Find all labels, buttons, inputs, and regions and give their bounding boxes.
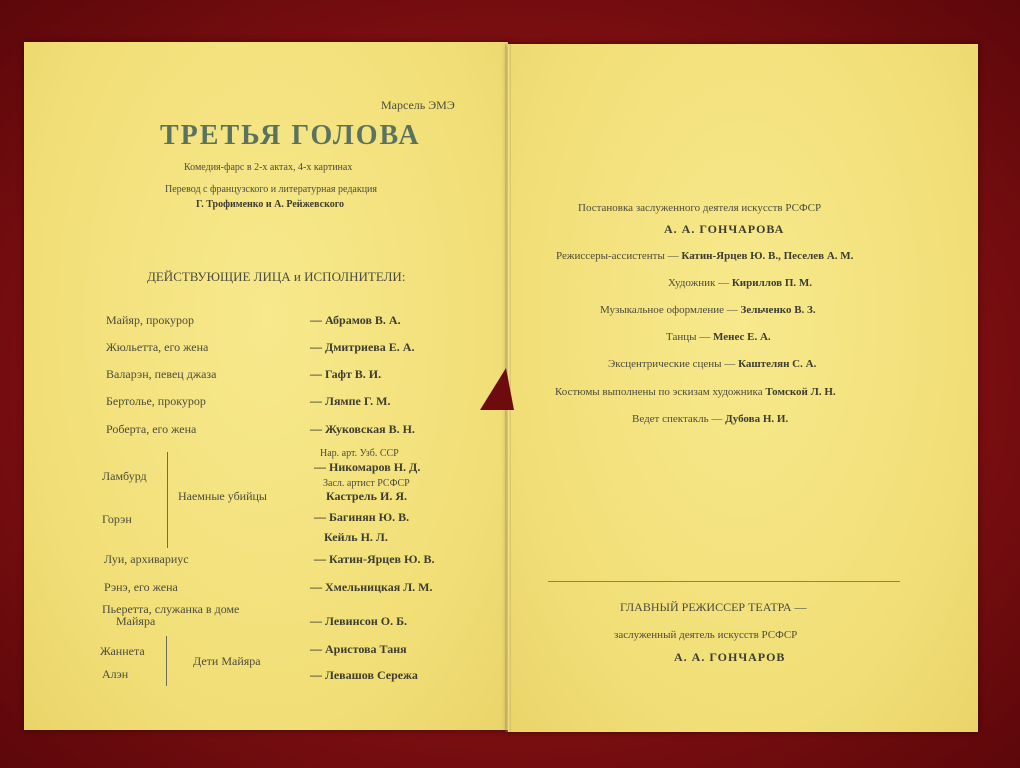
credit-line <box>608 358 816 370</box>
cast-actor: — Катин-Ярцев Ю. В. <box>314 552 435 566</box>
credit-name: Каштелян С. А. <box>738 358 817 370</box>
credit-label: Художник — <box>668 277 730 289</box>
kids-group-label: Дети Майяра <box>193 654 261 668</box>
translators: Г. Трофименко и А. Рейжевского <box>196 199 345 210</box>
credit-label: Режиссеры-ассистенты — <box>556 250 679 262</box>
cast-actor: — Дмитриева Е. А. <box>310 340 415 354</box>
cast-actor: — Левинсон О. Б. <box>310 614 408 628</box>
divider <box>548 581 900 582</box>
cast-role: Валарэн, певец джаза <box>106 367 217 381</box>
killer-role-2: Горэн <box>102 512 132 526</box>
credit-label: Танцы — <box>666 331 711 343</box>
cast-actor: — Багинян Ю. В. <box>314 510 410 524</box>
credit-line <box>600 304 816 316</box>
cast-role: Роберта, его жена <box>106 422 197 436</box>
credit-line <box>666 331 771 343</box>
credit-name: Кириллов П. М. <box>731 277 813 289</box>
killer-role-1: Ламбурд <box>102 469 147 483</box>
chief-name: А. А. ГОНЧАРОВ <box>674 650 786 664</box>
maid-role-line1: Пьеретта, служанка в доме <box>102 602 240 616</box>
cast-actor: — Левашов Сережа <box>310 668 418 682</box>
cast-actor: — Никомаров Н. Д. <box>314 460 421 474</box>
killers-group-label: Наемные убийцы <box>178 489 267 503</box>
cast-actor: Кейль Н. Л. <box>324 530 388 544</box>
cast-role: Рэнэ, его жена <box>104 580 178 594</box>
brace-line <box>166 636 167 686</box>
cast-actor: — Жуковская В. Н. <box>310 422 415 436</box>
play-subtitle: Комедия-фарс в 2-х актах, 4-х картинах <box>184 162 353 173</box>
credit-line <box>555 386 836 398</box>
cast-heading: ДЕЙСТВУЮЩИЕ ЛИЦА и ИСПОЛНИТЕЛИ: <box>147 269 406 284</box>
cast-actor: — Аристова Таня <box>310 642 407 656</box>
paper-tear <box>480 368 514 410</box>
credit-label: Эксцентрические сцены — <box>608 358 736 370</box>
cast-actor: — Абрамов В. А. <box>310 313 401 327</box>
kid-role-2: Алэн <box>102 667 129 681</box>
kid-role-1: Жаннета <box>100 644 145 658</box>
cast-role: Бертолье, прокурор <box>106 394 206 408</box>
right-page <box>508 44 978 732</box>
staging-name: А. А. ГОНЧАРОВА <box>664 222 785 236</box>
credit-line <box>556 250 853 262</box>
cast-role: Луи, архивариус <box>104 552 189 566</box>
chief-heading: ГЛАВНЫЙ РЕЖИССЕР ТЕАТРА — <box>620 600 807 614</box>
credit-name: Зельченко В. З. <box>740 304 816 316</box>
staging-line: Постановка заслуженного деятеля искусств РСФСР <box>578 202 822 214</box>
cast-actor: — Гафт В. И. <box>310 367 382 381</box>
author: Марсель ЭМЭ <box>381 98 455 112</box>
credit-line <box>632 413 788 425</box>
play-title: ТРЕТЬЯ ГОЛОВА <box>160 120 421 151</box>
credit-name: Томской Л. Н. <box>765 386 836 398</box>
actor-title: Засл. артист РСФСР <box>323 478 410 489</box>
translation-line: Перевод с французского и литературная редакция <box>165 184 378 195</box>
cast-role: Жюльетта, его жена <box>106 340 209 354</box>
cast-actor: Кастрель И. Я. <box>326 489 407 503</box>
cast-role: Майяр, прокурор <box>106 313 195 327</box>
credit-name: Менес Е. А. <box>713 331 771 343</box>
credit-line <box>668 277 812 289</box>
credit-name: Дубова Н. И. <box>725 413 789 425</box>
chief-title: заслуженный деятель искусств РСФСР <box>614 629 798 641</box>
left-page <box>24 42 508 730</box>
credit-label: Ведет спектакль — <box>632 413 723 425</box>
credit-label: Костюмы выполнены по эскизам художника <box>555 386 763 398</box>
cast-actor: — Хмельницкая Л. М. <box>310 580 433 594</box>
maid-role-line2: Майяра <box>116 614 156 628</box>
actor-title: Нар. арт. Узб. ССР <box>320 448 399 459</box>
credit-name: Катин-Ярцев Ю. В., Песелев А. М. <box>681 250 854 262</box>
credit-label: Музыкальное оформление — <box>600 304 738 316</box>
brace-line <box>167 452 168 548</box>
cast-actor: — Лямпе Г. М. <box>310 394 391 408</box>
